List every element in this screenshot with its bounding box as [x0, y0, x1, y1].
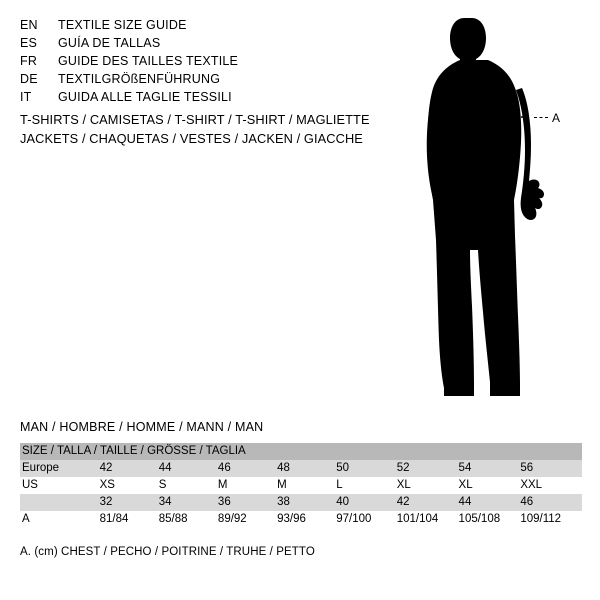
cell-us-2: S	[159, 477, 218, 494]
cell-europe-7: 54	[459, 460, 521, 477]
cell-us-1: XS	[100, 477, 159, 494]
language-row-fr	[20, 52, 380, 70]
table-row	[20, 460, 582, 477]
row-label-numeric	[20, 494, 100, 511]
cell-europe-2: 44	[159, 460, 218, 477]
chest-marker-label: A	[552, 111, 561, 125]
cell-numeric-8: 46	[520, 494, 582, 511]
cell-numeric-7: 44	[459, 494, 521, 511]
language-text-fr: GUIDE DES TAILLES TEXTILE	[58, 54, 239, 68]
marker-leader-line	[534, 117, 548, 118]
cell-a-5: 97/100	[336, 511, 396, 528]
cell-numeric-3: 36	[218, 494, 277, 511]
cell-europe-8: 56	[520, 460, 582, 477]
language-text-de: TEXTILGRÖßENFÜHRUNG	[58, 72, 221, 86]
table-title-man: MAN / HOMBRE / HOMME / MANN / MAN	[20, 420, 264, 434]
cell-a-6: 101/104	[397, 511, 459, 528]
cell-a-8: 109/112	[520, 511, 582, 528]
language-text-es: GUÍA DE TALLAS	[58, 36, 161, 50]
size-table	[20, 443, 582, 528]
cell-us-5: L	[336, 477, 396, 494]
cell-europe-6: 52	[397, 460, 459, 477]
silhouette-icon	[400, 10, 590, 410]
cell-numeric-2: 34	[159, 494, 218, 511]
cell-us-6: XL	[397, 477, 459, 494]
cell-us-8: XXL	[520, 477, 582, 494]
cell-a-2: 85/88	[159, 511, 218, 528]
language-row-es	[20, 34, 380, 52]
cell-us-3: M	[218, 477, 277, 494]
language-code-de: DE	[20, 72, 38, 86]
cell-us-7: XL	[459, 477, 521, 494]
row-label-europe: Europe	[20, 460, 100, 477]
row-label-a: A	[20, 511, 100, 528]
language-row-en	[20, 16, 380, 34]
language-code-es: ES	[20, 36, 38, 50]
cell-europe-3: 46	[218, 460, 277, 477]
cell-europe-1: 42	[100, 460, 159, 477]
table-row	[20, 477, 582, 494]
language-row-de	[20, 70, 380, 88]
category-block	[20, 110, 420, 148]
cell-a-1: 81/84	[100, 511, 159, 528]
table-header-label: SIZE / TALLA / TAILLE / GRÖSSE / TAGLIA	[20, 443, 582, 460]
table-footnote: A. (cm) CHEST / PECHO / POITRINE / TRUHE / PETTO	[20, 546, 315, 558]
category-line-jackets: JACKETS / CHAQUETAS / VESTES / JACKEN / GIACCHE	[20, 131, 363, 146]
language-code-fr: FR	[20, 54, 38, 68]
table-row	[20, 511, 582, 528]
cell-europe-5: 50	[336, 460, 396, 477]
cell-numeric-6: 42	[397, 494, 459, 511]
cell-numeric-4: 38	[277, 494, 336, 511]
cell-a-7: 105/108	[459, 511, 521, 528]
language-header-block	[20, 16, 380, 106]
male-silhouette-figure	[400, 10, 590, 410]
row-label-us: US	[20, 477, 100, 494]
cell-us-4: M	[277, 477, 336, 494]
table-row	[20, 494, 582, 511]
cell-numeric-5: 40	[336, 494, 396, 511]
language-code-en: EN	[20, 18, 38, 32]
table-header-row	[20, 443, 582, 460]
cell-numeric-1: 32	[100, 494, 159, 511]
language-text-it: GUIDA ALLE TAGLIE TESSILI	[58, 90, 232, 104]
language-code-it: IT	[20, 90, 32, 104]
cell-a-3: 89/92	[218, 511, 277, 528]
cell-europe-4: 48	[277, 460, 336, 477]
language-text-en: TEXTILE SIZE GUIDE	[58, 18, 187, 32]
language-row-it	[20, 88, 380, 106]
category-line-tshirts: T-SHIRTS / CAMISETAS / T-SHIRT / T-SHIRT / MAGLIETTE	[20, 112, 370, 127]
cell-a-4: 93/96	[277, 511, 336, 528]
